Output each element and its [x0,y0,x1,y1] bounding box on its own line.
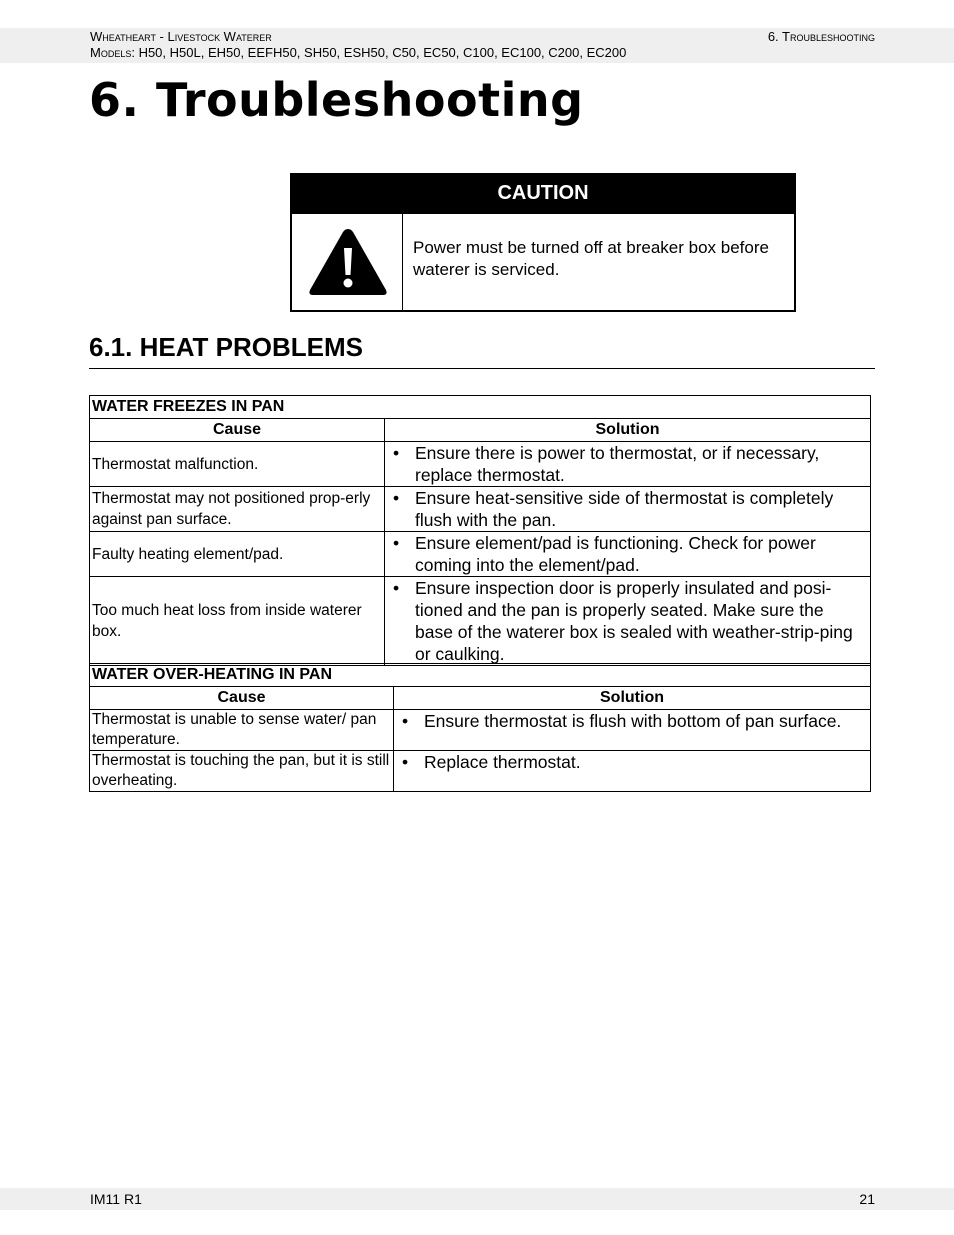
header-models [90,45,626,61]
solution-text: Replace thermostat. [424,752,581,772]
warning-triangle-icon [307,226,389,298]
footer-band [0,1188,954,1210]
table-row [90,442,871,487]
solution-text: Ensure there is power to thermostat, or if necessary, replace thermostat. [415,443,820,485]
freeze-table [89,395,871,666]
solution-cell [394,751,871,792]
table-caption: WATER OVER-HEATING IN PAN [90,664,871,687]
solution-cell [385,442,871,487]
column-header-cause: Cause [90,687,394,710]
bullet: • [393,578,400,598]
header-models-prefix: Models: [90,45,135,60]
caution-icon-cell [292,214,403,310]
page-title: 6. Troubleshooting [89,73,584,127]
caution-box [290,173,796,312]
solution-cell [385,532,871,577]
table-row [90,487,871,532]
column-header-cause: Cause [90,419,385,442]
header-models-list: H50, H50L, EH50, EEFH50, SH50, ESH50, C50, EC50, C100, EC100, C200, EC200 [134,45,627,60]
footer-doc-id: IM11 R1 [90,1191,142,1207]
table-row [90,710,871,751]
solution-cell [385,577,871,666]
overheat-table [89,663,871,792]
cause-cell: Thermostat may not positioned prop-erly against pan surface. [90,487,385,532]
bullet: • [393,533,400,553]
cause-cell: Thermostat is touching the pan, but it is still overheating. [90,751,394,792]
bullet: • [393,488,400,508]
table-caption: WATER FREEZES IN PAN [90,396,871,419]
table-row [90,532,871,577]
table-row [90,751,871,792]
footer-page-number: 21 [859,1191,875,1207]
header-chapter: 6. Troubleshooting [767,29,875,44]
caution-heading: CAUTION [292,175,794,214]
solution-cell [394,710,871,751]
bullet: • [402,752,409,772]
caution-text: Power must be turned off at breaker box before waterer is serviced. [413,238,769,279]
table-row [90,577,871,666]
cause-cell: Too much heat loss from inside waterer box. [90,577,385,666]
bullet: • [393,443,400,463]
solution-text: Ensure thermostat is flush with bottom of pan surface. [424,711,842,731]
column-header-solution: Solution [394,687,871,710]
cause-cell: Thermostat is unable to sense water/ pan temperature. [90,710,394,751]
section-title: 6.1. HEAT PROBLEMS [89,332,364,362]
cause-cell: Thermostat malfunction. [90,442,385,487]
solution-cell [385,487,871,532]
section-rule [89,368,875,369]
caution-body [292,214,794,310]
bullet: • [402,711,409,731]
column-header-solution: Solution [385,419,871,442]
header-product: Wheatheart - Livestock Waterer [90,29,272,44]
solution-text: Ensure element/pad is functioning. Check for power coming into the element/pad. [415,533,816,575]
cause-cell: Faulty heating element/pad. [90,532,385,577]
header-left [90,29,626,61]
solution-text: Ensure inspection door is properly insulated and posi-tioned and the pan is properly seated. Make sure the base of the waterer box is sealed with weather-strip-ping or caulking. [415,578,853,664]
solution-text: Ensure heat-sensitive side of thermostat is completely flush with the pan. [415,488,834,530]
